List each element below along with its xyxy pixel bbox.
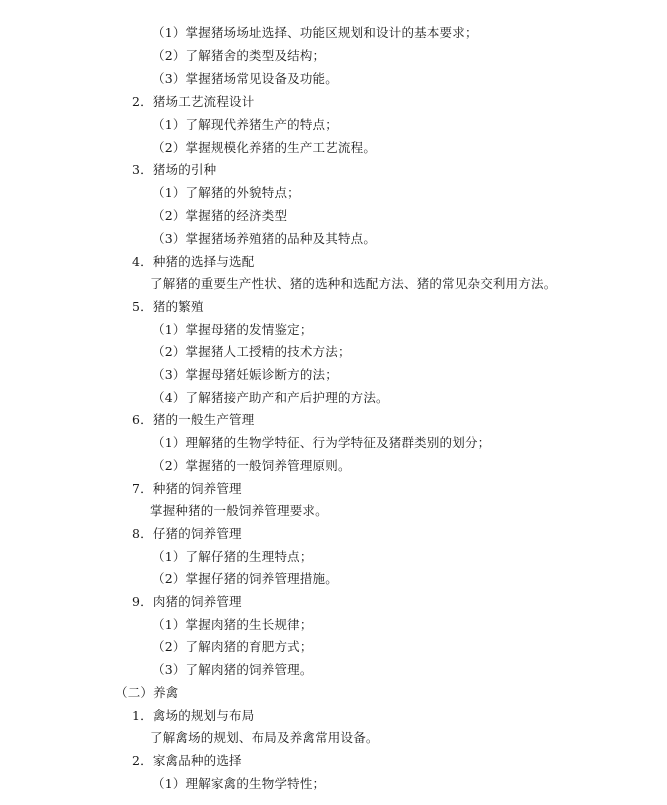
doc-line: （3）掌握母猪妊娠诊断方的法； xyxy=(152,367,338,382)
doc-line: （2）掌握仔猪的饲养管理措施。 xyxy=(152,571,338,586)
doc-section-heading: （二）养禽 xyxy=(115,685,179,700)
doc-line: （2）了解猪舍的类型及结构； xyxy=(152,48,326,63)
doc-heading: 2．家禽品种的选择 xyxy=(132,753,242,768)
doc-line: （1）掌握肉猪的生长规律； xyxy=(152,617,313,632)
doc-line: （2）掌握规模化养猪的生产工艺流程。 xyxy=(152,140,377,155)
doc-line: （2）了解肉猪的育肥方式； xyxy=(152,639,313,654)
doc-line: （1）了解猪的外貌特点； xyxy=(152,185,300,200)
doc-heading: 7．种猪的饲养管理 xyxy=(132,481,242,496)
doc-heading: 8．仔猪的饲养管理 xyxy=(132,526,242,541)
doc-heading: 9．肉猪的饲养管理 xyxy=(132,594,242,609)
doc-heading: 2．猪场工艺流程设计 xyxy=(132,94,255,109)
doc-line: （3）掌握猪场常见设备及功能。 xyxy=(152,71,338,86)
doc-line: （2）掌握猪的一般饲养管理原则。 xyxy=(152,458,351,473)
doc-line: （1）掌握猪场场址选择、功能区规划和设计的基本要求； xyxy=(152,25,478,40)
doc-line: （2）掌握猪人工授精的技术方法； xyxy=(152,344,351,359)
doc-line: （4）了解猪接产助产和产后护理的方法。 xyxy=(152,390,389,405)
doc-line: 了解猪的重要生产性状、猪的选种和选配方法、猪的常见杂交利用方法。 xyxy=(150,276,557,291)
doc-line: （2）掌握猪的经济类型 xyxy=(152,208,288,223)
doc-line: 了解禽场的规划、布局及养禽常用设备。 xyxy=(150,730,379,745)
doc-heading: 4．种猪的选择与选配 xyxy=(132,254,255,269)
doc-line: （3）掌握猪场养殖猪的品种及其特点。 xyxy=(152,231,377,246)
doc-line: （1）了解现代养猪生产的特点； xyxy=(152,117,338,132)
doc-line: （3）了解肉猪的饲养管理。 xyxy=(152,662,313,677)
doc-line: 掌握种猪的一般饲养管理要求。 xyxy=(150,503,328,518)
doc-heading: 5．猪的繁殖 xyxy=(132,299,204,314)
doc-heading: 6．猪的一般生产管理 xyxy=(132,412,255,427)
doc-heading: 1．禽场的规划与布局 xyxy=(132,708,255,723)
doc-line: （1）理解家禽的生物学特性； xyxy=(152,776,326,791)
doc-heading: 3．猪场的引种 xyxy=(132,162,217,177)
doc-line: （1）理解猪的生物学特征、行为学特征及猪群类别的划分； xyxy=(152,435,491,450)
doc-line: （1）了解仔猪的生理特点； xyxy=(152,549,313,564)
doc-line: （1）掌握母猪的发情鉴定； xyxy=(152,322,313,337)
